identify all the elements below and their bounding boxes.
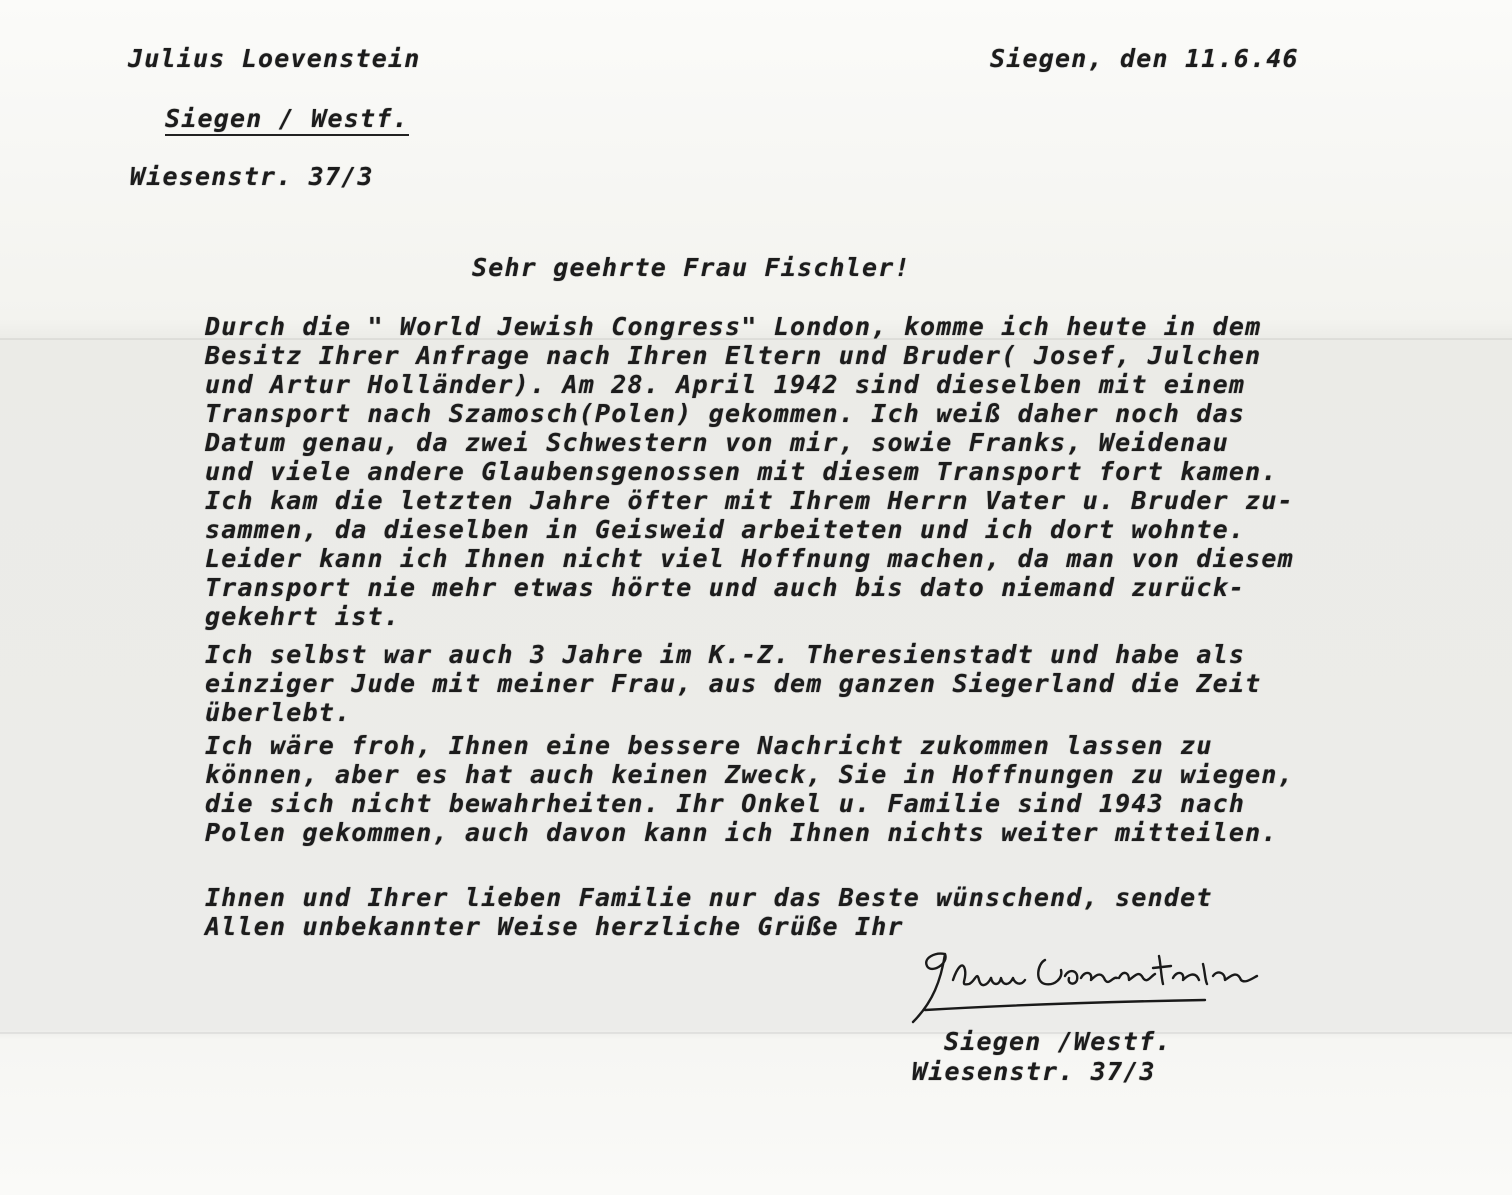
salutation: Sehr geehrte Frau Fischler! xyxy=(472,253,911,282)
footer-city: Siegen /Westf. xyxy=(944,1027,1172,1056)
body-line: sammen, da dieselben in Geisweid arbeiteten und ich dort wohnte. xyxy=(205,515,1246,544)
body-line: Leider kann ich Ihnen nicht viel Hoffnung machen, da man von diesem xyxy=(205,544,1294,573)
closing-line: Ihnen und Ihrer lieben Familie nur das Beste wünschend, sendet xyxy=(205,883,1213,912)
sender-name: Julius Loevenstein xyxy=(128,44,421,73)
body-line: Datum genau, da zwei Schwestern von mir, sowie Franks, Weidenau xyxy=(205,428,1229,457)
body-line: Transport nach Szamosch(Polen) gekommen. Ich weiß daher noch das xyxy=(205,399,1246,428)
body-line: Polen gekommen, auch davon kann ich Ihnen nichts weiter mitteilen. xyxy=(205,818,1278,847)
body-line: Transport nie mehr etwas hörte und auch bis dato niemand zurück- xyxy=(205,573,1246,602)
handwritten-signature xyxy=(905,940,1335,1030)
paper-fold xyxy=(0,1032,1512,1034)
body-line: Besitz Ihrer Anfrage nach Ihren Eltern und Bruder( Josef, Julchen xyxy=(205,341,1262,370)
body-line: einziger Jude mit meiner Frau, aus dem ganzen Siegerland die Zeit xyxy=(205,669,1262,698)
body-line: die sich nicht bewahrheiten. Ihr Onkel u. Familie sind 1943 nach xyxy=(205,789,1246,818)
closing-line: Allen unbekannter Weise herzliche Grüße Ihr xyxy=(205,912,904,941)
body-line: und Artur Holländer). Am 28. April 1942 sind dieselben mit einem xyxy=(205,370,1246,399)
body-line: überlebt. xyxy=(205,698,352,727)
date-line: Siegen, den 11.6.46 xyxy=(990,44,1299,73)
body-line: können, aber es hat auch keinen Zweck, Sie in Hoffnungen zu wiegen, xyxy=(205,760,1294,789)
sender-city: Siegen / Westf. xyxy=(165,104,409,136)
body-line: gekehrt ist. xyxy=(205,602,401,631)
footer-street: Wiesenstr. 37/3 xyxy=(912,1057,1156,1086)
body-line: Ich kam die letzten Jahre öfter mit Ihrem Herrn Vater u. Bruder zu- xyxy=(205,486,1294,515)
body-line: Ich wäre froh, Ihnen eine bessere Nachricht zukommen lassen zu xyxy=(205,731,1213,760)
body-line: Ich selbst war auch 3 Jahre im K.-Z. Theresienstadt und habe als xyxy=(205,640,1246,669)
body-line: Durch die " World Jewish Congress" London, komme ich heute in dem xyxy=(205,312,1262,341)
body-line: und viele andere Glaubensgenossen mit diesem Transport fort kamen. xyxy=(205,457,1278,486)
sender-street: Wiesenstr. 37/3 xyxy=(130,162,374,191)
